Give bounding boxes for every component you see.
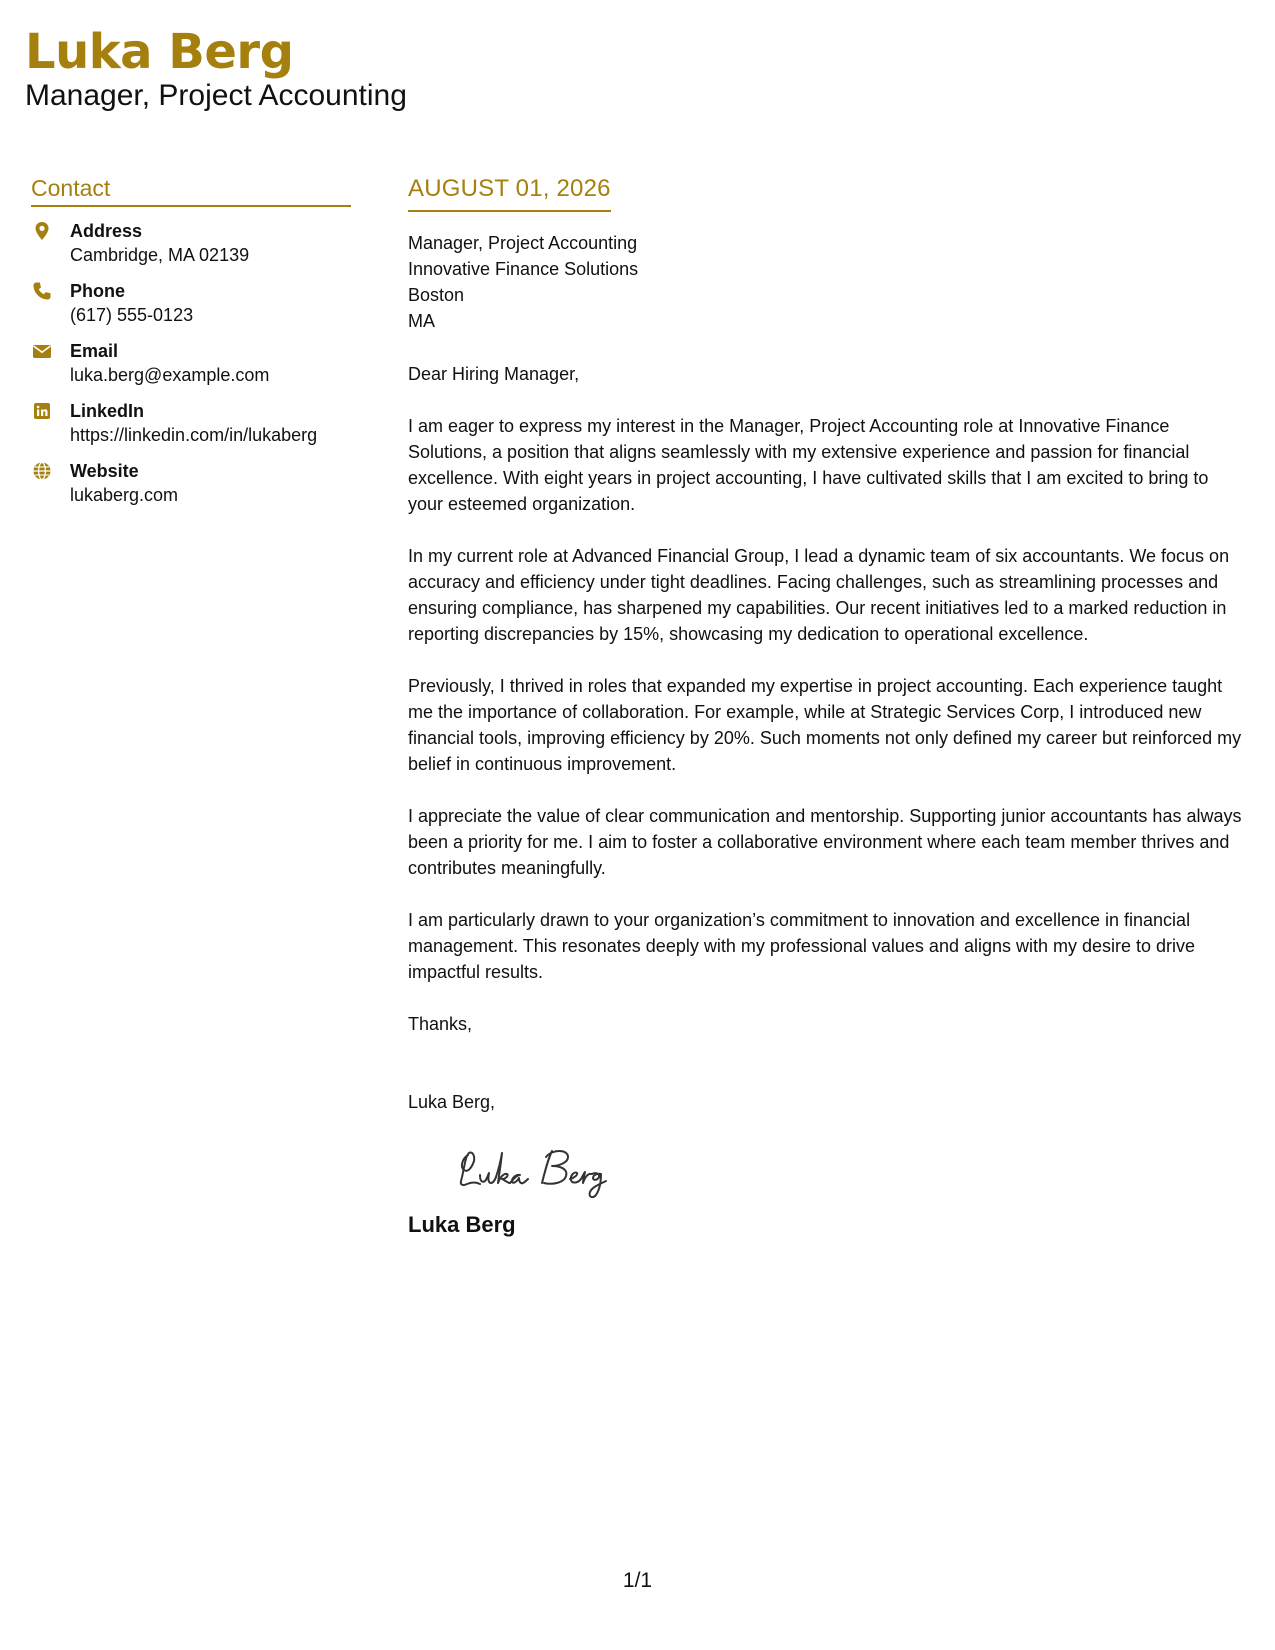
contact-label: Website [70,461,139,481]
recipient-company: Innovative Finance Solutions [408,259,639,279]
contact-item-website [31,459,351,507]
recipient-title: Manager, Project Accounting [408,233,638,253]
map-pin-icon [31,220,53,242]
phone-icon [31,280,53,302]
contact-item-phone [31,279,351,327]
contact-item-email [31,339,351,387]
applicant-name: Luka Berg [25,24,294,80]
contact-section-title: Contact [31,174,351,207]
handwritten-signature [454,1137,644,1201]
contact-sidebar [31,174,351,507]
body-paragraph: I am eager to express my interest in the Manager, Project Accounting role at Innovative Finance Solutions, a position that aligns seamlessly with my extensive experience and passion for financial excellence. With eight years in project accounting, I have cultivated skills that I am excited to bring to your esteemed organization. [408,416,1209,514]
address-value: Cambridge, MA 02139 [70,245,250,265]
linkedin-value[interactable]: https://linkedin.com/in/lukaberg [70,425,318,445]
contact-label: Address [70,221,143,241]
contact-label: Email [70,341,119,361]
closing: Thanks, [408,1014,473,1034]
contact-item-address [31,219,351,267]
phone-value: (617) 555-0123 [70,305,194,325]
recipient-city: Boston [408,285,465,305]
printed-name: Luka Berg [408,1212,516,1237]
page-number: 1/1 [622,1569,653,1592]
email-value[interactable]: luka.berg@example.com [70,365,270,385]
contact-item-linkedin [31,399,351,447]
contact-label: Phone [70,281,126,301]
applicant-title: Manager, Project Accounting [25,79,407,112]
letter-date: AUGUST 01, 2026 [408,174,611,212]
body-paragraph: I appreciate the value of clear communication and mentorship. Supporting junior accountants has always been a priority for me. I aim to foster a collaborative environment where each team member thrives and contributes meaningfully. [408,806,1242,878]
salutation: Dear Hiring Manager, [408,364,580,384]
body-paragraph: In my current role at Advanced Financial Group, I lead a dynamic team of six accountants. We focus on accuracy and efficiency under tight deadlines. Facing challenges, such as streamlining processes and ensuring compliance, has sharpened my capabilities. Our recent initiatives led to a marked reduction in reporting discrepancies by 15%, showcasing my dedication to operational excellence. [408,546,1230,644]
recipient-block [408,230,1248,334]
signoff-name: Luka Berg, [408,1092,496,1112]
letter-header [25,24,407,114]
envelope-icon [31,340,53,362]
body-paragraph: Previously, I thrived in roles that expanded my expertise in project accounting. Each experience taught me the importance of collaboration. For example, while at Strategic Services Corp, I introduced new financial tools, improving efficiency by 20%. Such moments not only defined my career but reinforced my belief in continuous improvement. [408,676,1242,774]
linkedin-icon [31,400,53,422]
globe-icon [31,460,53,482]
letter-body [408,174,1248,1239]
recipient-state: MA [408,311,435,331]
body-paragraph: I am particularly drawn to your organization’s commitment to innovation and excellence in financial management. This resonates deeply with my professional values and aligns with my desire to drive impactful results. [408,910,1196,982]
contact-label: LinkedIn [70,401,145,421]
website-value[interactable]: lukaberg.com [70,485,179,505]
